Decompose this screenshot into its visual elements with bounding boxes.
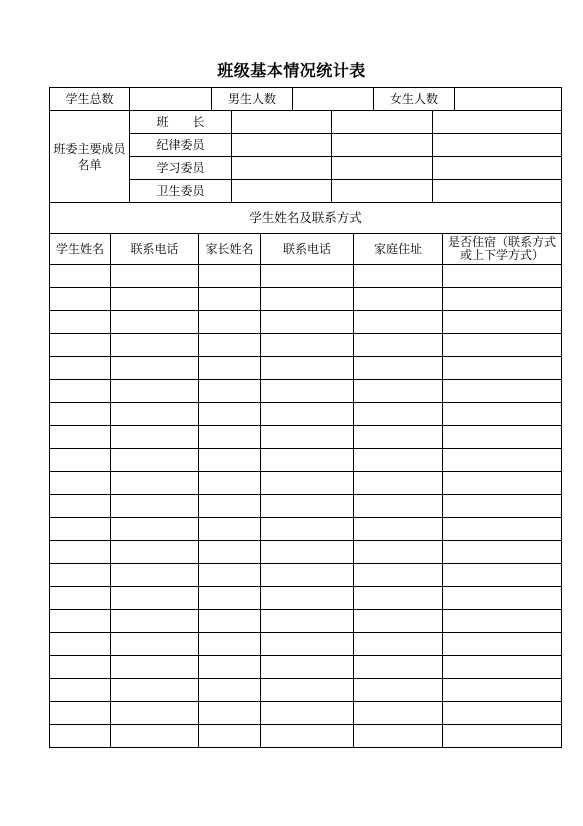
contact-cell[interactable] xyxy=(354,334,443,357)
contact-cell[interactable] xyxy=(443,288,562,311)
contact-row xyxy=(50,633,562,656)
contact-row xyxy=(50,610,562,633)
contact-cell[interactable] xyxy=(50,426,111,449)
contact-cell[interactable] xyxy=(50,472,111,495)
female-count-value[interactable] xyxy=(455,88,562,111)
contact-cell[interactable] xyxy=(443,564,562,587)
contact-cell[interactable] xyxy=(50,403,111,426)
contact-cell[interactable] xyxy=(199,564,261,587)
contact-rows xyxy=(50,265,562,748)
committee-group-label: 班委主要成员名单 xyxy=(50,111,130,203)
contact-row xyxy=(50,311,562,334)
contact-cell[interactable] xyxy=(50,380,111,403)
contact-cell[interactable] xyxy=(199,426,261,449)
contact-row xyxy=(50,725,562,748)
committee-role-label: 班 长 xyxy=(130,111,232,134)
contact-cell[interactable] xyxy=(354,725,443,748)
contact-cell[interactable] xyxy=(50,633,111,656)
committee-role-label: 卫生委员 xyxy=(130,180,232,203)
contact-cell[interactable] xyxy=(199,541,261,564)
contact-cell[interactable] xyxy=(199,449,261,472)
contact-cell[interactable] xyxy=(261,265,354,288)
contact-row xyxy=(50,449,562,472)
contact-cell[interactable] xyxy=(443,311,562,334)
contact-cell[interactable] xyxy=(50,564,111,587)
contact-cell[interactable] xyxy=(50,656,111,679)
contact-cell[interactable] xyxy=(261,541,354,564)
contact-cell[interactable] xyxy=(199,725,261,748)
contact-cell[interactable] xyxy=(111,380,199,403)
contact-cell[interactable] xyxy=(50,541,111,564)
contact-cell[interactable] xyxy=(354,587,443,610)
contact-cell[interactable] xyxy=(354,426,443,449)
contact-cell[interactable] xyxy=(261,679,354,702)
contact-cell[interactable] xyxy=(50,679,111,702)
contact-cell[interactable] xyxy=(354,449,443,472)
contact-cell[interactable] xyxy=(261,725,354,748)
contact-cell[interactable] xyxy=(50,357,111,380)
contact-cell[interactable] xyxy=(199,656,261,679)
contact-cell[interactable] xyxy=(443,357,562,380)
contact-row xyxy=(50,403,562,426)
contact-cell[interactable] xyxy=(199,702,261,725)
contact-cell[interactable] xyxy=(111,656,199,679)
contact-cell[interactable] xyxy=(50,518,111,541)
contact-cell[interactable] xyxy=(443,403,562,426)
contact-cell[interactable] xyxy=(261,587,354,610)
contact-cell[interactable] xyxy=(443,265,562,288)
male-count-label: 男生人数 xyxy=(212,88,293,111)
contact-cell[interactable] xyxy=(50,725,111,748)
total-students-label: 学生总数 xyxy=(50,88,130,111)
female-count-label: 女生人数 xyxy=(374,88,455,111)
contact-cell[interactable] xyxy=(111,288,199,311)
contact-cell[interactable] xyxy=(199,357,261,380)
column-header-home-address: 家庭住址 xyxy=(354,234,443,265)
contact-cell[interactable] xyxy=(111,679,199,702)
committee-table xyxy=(49,110,562,203)
contact-row xyxy=(50,702,562,725)
contact-cell[interactable] xyxy=(199,334,261,357)
contact-cell[interactable] xyxy=(50,587,111,610)
contact-row xyxy=(50,334,562,357)
contact-cell[interactable] xyxy=(354,495,443,518)
contact-cell[interactable] xyxy=(443,380,562,403)
contact-cell[interactable] xyxy=(443,449,562,472)
contact-cell[interactable] xyxy=(443,702,562,725)
contact-cell[interactable] xyxy=(443,495,562,518)
contact-cell[interactable] xyxy=(50,265,111,288)
committee-name-cell[interactable] xyxy=(433,134,562,157)
contact-cell[interactable] xyxy=(443,541,562,564)
committee-name-cell[interactable] xyxy=(232,180,332,203)
contact-cell[interactable] xyxy=(199,495,261,518)
committee-name-cell[interactable] xyxy=(433,180,562,203)
contact-cell[interactable] xyxy=(199,265,261,288)
contact-row xyxy=(50,426,562,449)
contact-row xyxy=(50,265,562,288)
contact-cell[interactable] xyxy=(50,311,111,334)
contact-cell[interactable] xyxy=(111,495,199,518)
contact-row xyxy=(50,587,562,610)
contact-cell[interactable] xyxy=(443,334,562,357)
contact-cell[interactable] xyxy=(261,633,354,656)
contact-cell[interactable] xyxy=(354,380,443,403)
contact-cell[interactable] xyxy=(111,311,199,334)
committee-name-cell[interactable] xyxy=(332,111,433,134)
contact-cell[interactable] xyxy=(50,702,111,725)
total-students-value[interactable] xyxy=(130,88,212,111)
contact-cell[interactable] xyxy=(261,495,354,518)
contact-cell[interactable] xyxy=(354,311,443,334)
contact-cell[interactable] xyxy=(50,334,111,357)
contact-cell[interactable] xyxy=(111,426,199,449)
contact-cell[interactable] xyxy=(111,265,199,288)
contact-cell[interactable] xyxy=(111,357,199,380)
contact-cell[interactable] xyxy=(443,725,562,748)
committee-name-cell[interactable] xyxy=(332,157,433,180)
contact-cell[interactable] xyxy=(199,288,261,311)
contact-cell[interactable] xyxy=(199,380,261,403)
contact-row xyxy=(50,541,562,564)
contact-cell[interactable] xyxy=(443,656,562,679)
contact-cell[interactable] xyxy=(261,403,354,426)
contact-cell[interactable] xyxy=(199,587,261,610)
contact-row xyxy=(50,564,562,587)
contact-cell[interactable] xyxy=(111,334,199,357)
committee-name-cell[interactable] xyxy=(332,134,433,157)
contact-row xyxy=(50,518,562,541)
contact-cell[interactable] xyxy=(354,403,443,426)
contact-cell[interactable] xyxy=(111,564,199,587)
contact-cell[interactable] xyxy=(199,633,261,656)
contact-cell[interactable] xyxy=(199,472,261,495)
contact-cell[interactable] xyxy=(261,288,354,311)
committee-row xyxy=(50,111,562,134)
contact-cell[interactable] xyxy=(354,633,443,656)
contact-cell[interactable] xyxy=(111,449,199,472)
contact-cell[interactable] xyxy=(261,334,354,357)
committee-name-cell[interactable] xyxy=(433,111,562,134)
contact-row xyxy=(50,357,562,380)
contact-cell[interactable] xyxy=(261,311,354,334)
contact-row xyxy=(50,472,562,495)
contacts-table xyxy=(49,202,562,748)
contact-cell[interactable] xyxy=(443,587,562,610)
contact-cell[interactable] xyxy=(111,403,199,426)
contact-cell[interactable] xyxy=(443,472,562,495)
contact-cell[interactable] xyxy=(261,357,354,380)
column-header-parent-name: 家长姓名 xyxy=(199,234,261,265)
contact-cell[interactable] xyxy=(111,633,199,656)
contact-cell[interactable] xyxy=(111,587,199,610)
contact-cell[interactable] xyxy=(199,518,261,541)
contact-cell[interactable] xyxy=(111,541,199,564)
contact-row xyxy=(50,679,562,702)
contacts-section-title-row xyxy=(50,203,562,234)
committee-role-label: 学习委员 xyxy=(130,157,232,180)
contact-cell[interactable] xyxy=(443,610,562,633)
summary-table xyxy=(49,87,562,111)
contact-cell[interactable] xyxy=(199,403,261,426)
column-header-parent-phone: 联系电话 xyxy=(261,234,354,265)
contact-cell[interactable] xyxy=(261,564,354,587)
contact-cell[interactable] xyxy=(443,679,562,702)
contact-cell[interactable] xyxy=(50,288,111,311)
contact-row xyxy=(50,380,562,403)
contact-cell[interactable] xyxy=(111,702,199,725)
contacts-header-row xyxy=(50,234,562,265)
contact-cell[interactable] xyxy=(354,357,443,380)
contact-cell[interactable] xyxy=(261,518,354,541)
contact-cell[interactable] xyxy=(261,656,354,679)
contact-row xyxy=(50,656,562,679)
contact-cell[interactable] xyxy=(354,288,443,311)
committee-name-cell[interactable] xyxy=(433,157,562,180)
contact-cell[interactable] xyxy=(111,610,199,633)
column-header-boarding: 是否住宿（联系方式或上下学方式） xyxy=(443,234,562,265)
contact-cell[interactable] xyxy=(50,495,111,518)
committee-name-cell[interactable] xyxy=(332,180,433,203)
contact-cell[interactable] xyxy=(261,702,354,725)
contact-cell[interactable] xyxy=(354,702,443,725)
column-header-student-phone: 联系电话 xyxy=(111,234,199,265)
contact-cell[interactable] xyxy=(50,449,111,472)
contact-cell[interactable] xyxy=(354,679,443,702)
committee-role-label: 纪律委员 xyxy=(130,134,232,157)
contact-cell[interactable] xyxy=(261,426,354,449)
contact-cell[interactable] xyxy=(354,518,443,541)
contact-cell[interactable] xyxy=(111,725,199,748)
contact-cell[interactable] xyxy=(199,311,261,334)
male-count-value[interactable] xyxy=(293,88,374,111)
contacts-section-title: 学生姓名及联系方式 xyxy=(50,203,562,234)
contact-cell[interactable] xyxy=(261,449,354,472)
form-title: 班级基本情况统计表 xyxy=(217,61,366,80)
contact-cell[interactable] xyxy=(354,265,443,288)
contact-row xyxy=(50,495,562,518)
contact-row xyxy=(50,288,562,311)
contact-cell[interactable] xyxy=(354,564,443,587)
committee-name-cell[interactable] xyxy=(232,134,332,157)
contact-cell[interactable] xyxy=(50,610,111,633)
contact-cell[interactable] xyxy=(111,518,199,541)
committee-name-cell[interactable] xyxy=(232,111,332,134)
contact-cell[interactable] xyxy=(199,610,261,633)
column-header-student-name: 学生姓名 xyxy=(50,234,111,265)
contact-cell[interactable] xyxy=(261,380,354,403)
contact-cell[interactable] xyxy=(354,656,443,679)
committee-name-cell[interactable] xyxy=(232,157,332,180)
contact-cell[interactable] xyxy=(354,610,443,633)
contact-cell[interactable] xyxy=(199,679,261,702)
contact-cell[interactable] xyxy=(261,472,354,495)
summary-row xyxy=(50,88,562,111)
contact-cell[interactable] xyxy=(354,541,443,564)
contact-cell[interactable] xyxy=(111,472,199,495)
contact-cell[interactable] xyxy=(443,426,562,449)
contact-cell[interactable] xyxy=(261,610,354,633)
contact-cell[interactable] xyxy=(443,518,562,541)
contact-cell[interactable] xyxy=(354,472,443,495)
contact-cell[interactable] xyxy=(443,633,562,656)
